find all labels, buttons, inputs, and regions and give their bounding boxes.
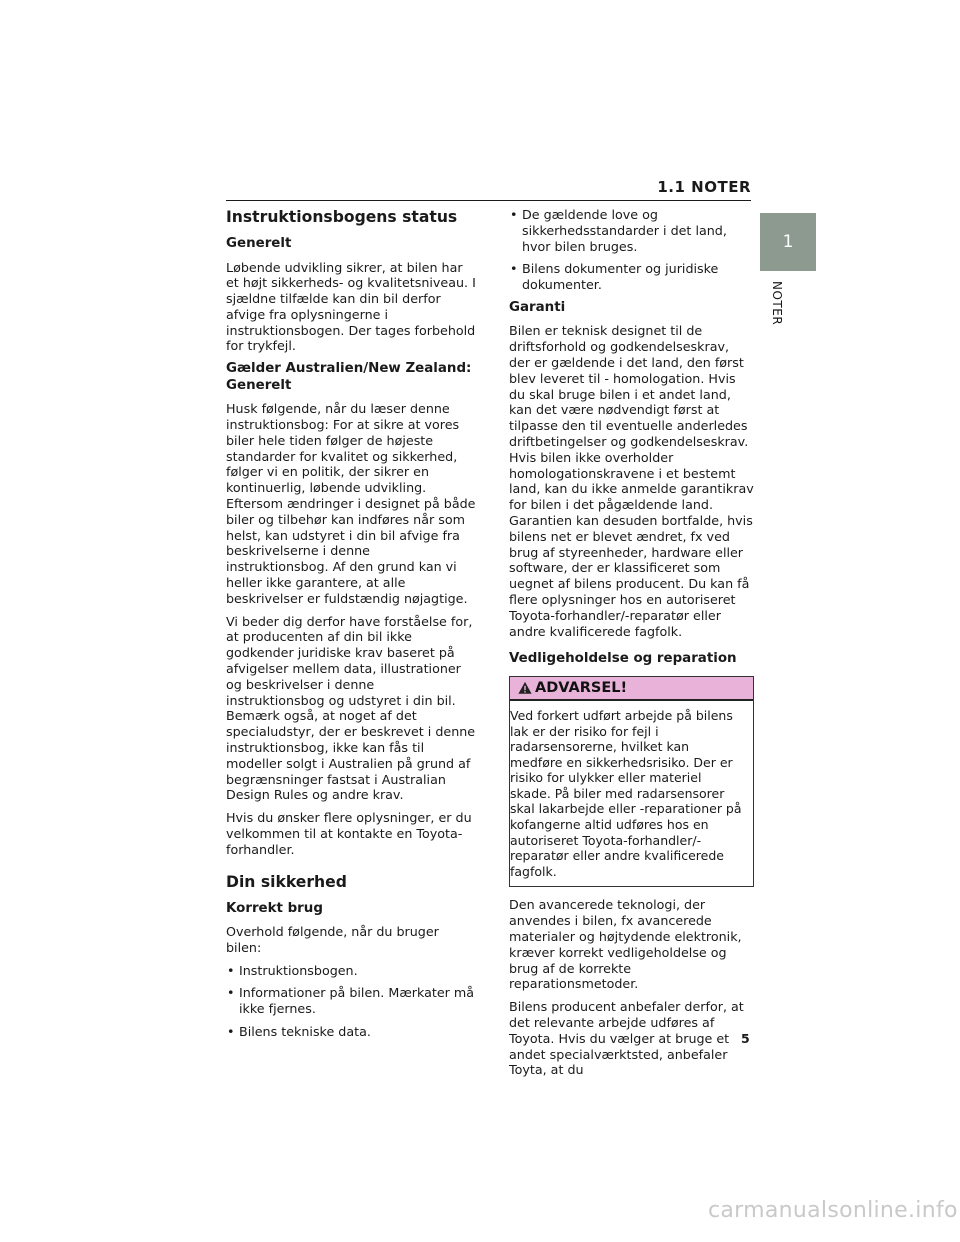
right-column	[509, 207, 754, 1085]
warning-triangle-icon	[518, 681, 532, 695]
heading-sikkerhed: Din sikkerhed	[226, 872, 347, 891]
warning-title: ADVARSEL!	[535, 679, 628, 696]
bullet-list-left	[226, 963, 476, 1040]
section-title: 1.1 NOTER	[657, 178, 751, 196]
warning-body	[510, 701, 753, 887]
paragraph-vedligeholdelse-2: Bilens producent anbefaler derfor, at det relevante arbejde udføres af Toyota. Hvis du vælger at bruge et andet specialværktsted, anbefaler Toyta, at du	[509, 999, 744, 1078]
paragraph-generelt: Løbende udvikling sikrer, at bilen har et højt sikkerheds- og kvalitetsniveau. I sjældne tilfælde kan din bil derfor afvige fra oplysningerne i instruktionsbogen. Der tages forbehold for trykfejl.	[226, 259, 476, 354]
heading-australia: Gælder Australien/New Zealand: Generelt	[226, 361, 472, 393]
list-item: • Informationer på bilen. Mærkater må ikke fjernes.	[226, 985, 476, 1017]
paragraph-australia-2: Vi beder dig derfor have forståelse for, at producenten af din bil ikke godkender juridiske krav baseret på afvigelser mellem data, illustrationer og beskrivelser i denne instruktionsbog og udstyret i din bil. Bemærk også, at noget af det specialudstyr, der er beskrevet i denne instruktionsbog, ikke kan fås til modeller solgt i Australien på grund af begrænsninger fastsat i Australian Design Rules og andre krav.	[226, 613, 476, 803]
heading-generelt: Generelt	[226, 236, 292, 251]
heading-vedligeholdelse: Vedligeholdelse og reparation	[509, 651, 737, 667]
watermark: carmanualsonline.info	[708, 1198, 958, 1223]
heading-korrekt-brug: Korrekt brug	[226, 900, 323, 916]
chapter-tab-label: NOTER	[770, 281, 784, 326]
warning-text: Ved forkert udført arbejde på bilens lak er der risiko for fejl i radarsensorerne, hvilket kan medføre en sikkerhedsrisiko. Der er risiko for ulykker eller materiel skade. På biler med radarsensorer skal lakarbejde eller -reparationer på kofangerne altid udføres hos en autoriseret Toyota-forhandler/-reparatør eller andre kvalificerede fagfolk.	[510, 707, 742, 879]
list-item: • Instruktionsbogen.	[226, 963, 476, 979]
left-column	[226, 207, 476, 1047]
chapter-number: 1	[782, 232, 794, 252]
paragraph-vedligeholdelse-1: Den avancerede teknologi, der anvendes i bilen, fx avancerede materialer og højtydende elektronik, kræver korrekt vedligeholdelse og brug af de korrekte reparationsmetoder.	[509, 897, 742, 992]
bullet-list-right	[509, 207, 754, 293]
chapter-tab	[760, 213, 816, 271]
list-item: • Bilens dokumenter og juridiske dokumenter.	[509, 261, 754, 293]
list-item: • Bilens tekniske data.	[226, 1024, 476, 1040]
list-item: • De gældende love og sikkerhedsstandarder i det land, hvor bilen bruges.	[509, 207, 754, 254]
heading-status: Instruktionsbogens status	[226, 208, 458, 226]
page-header	[226, 178, 751, 201]
warning-header	[510, 677, 753, 701]
paragraph-garanti: Bilen er teknisk designet til de driftsforhold og godkendelseskrav, der er gældende i det land, den først blev leveret til - homologation. Hvis du skal bruge bilen i et andet land, kan det være nødvendigt først at tilpasse den til eventuelle anderledes driftbetingelser og godkendelseskrav. Hvis bilen ikke overholder homologationskravene i et bestemt land, kan du ikke anmelde garantikrav for bilen i det pågældende land. Garantien kan desuden bortfalde, hvis bilens net er blevet ændret, fx ved brug af styreenheder, hardware eller software, der er klassificeret som uegnet af bilens producent. Du kan få flere oplysninger hos en autoriseret Toyota-forhandler/-reparatør eller andre kvalificerede fagfolk.	[509, 323, 754, 639]
warning-box	[509, 676, 754, 888]
heading-garanti: Garanti	[509, 299, 566, 315]
paragraph-korrekt-brug: Overhold følgende, når du bruger bilen:	[226, 924, 439, 955]
page-number: 5	[741, 1031, 750, 1046]
paragraph-australia-1: Husk følgende, når du læser denne instruktionsbog: For at sikre at vores biler hele tiden følger de højeste standarder for kvalitet og sikkerhed, følger vi en politik, der sikrer en kontinuerlig, løbende udvikling. Eftersom ændringer i designet på både biler og tilbehør kan indføres når som helst, kan udstyret i din bil afvige fra beskrivelserne i denne instruktionsbog. Af den grund kan vi heller ikke garantere, at alle beskrivelser er fuldstændig nøjagtige.	[226, 401, 476, 606]
paragraph-australia-3: Hvis du ønsker flere oplysninger, er du velkommen til at kontakte en Toyota-forhandler.	[226, 810, 472, 857]
